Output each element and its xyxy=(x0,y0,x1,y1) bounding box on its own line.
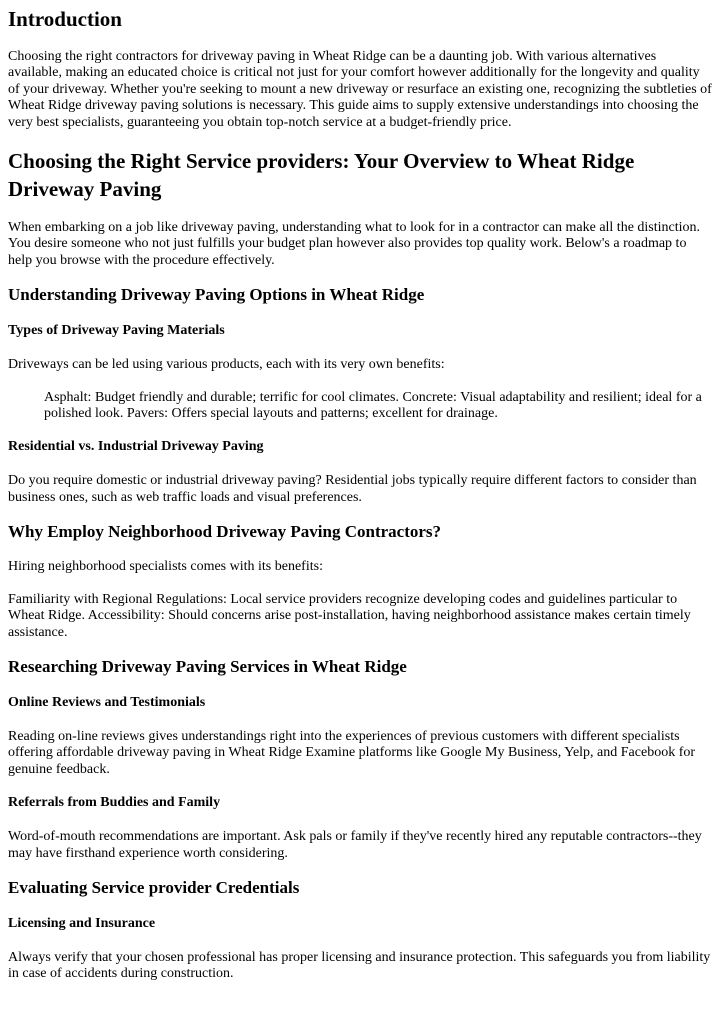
local-paragraph-intro: Hiring neighborhood specialists comes with its benefits: xyxy=(8,559,323,575)
intro-heading: Introduction xyxy=(8,7,122,31)
licensing-paragraph: Always verify that your chosen professional has proper licensing and insurance protection. This safeguards you from liability in case of accidents during construction. xyxy=(8,949,711,982)
referrals-heading: Referrals from Buddies and Family xyxy=(8,795,221,811)
research-heading: Researching Driveway Paving Services in Wheat Ridge xyxy=(8,656,407,676)
article xyxy=(0,7,720,983)
guide-heading: Choosing the Right Service providers: Your Overview to Wheat Ridge Driveway Paving xyxy=(8,149,635,202)
residential-paragraph: Do you require domestic or industrial driveway paving? Residential jobs typically require different factors to consider than business ones, such as web traffic loads and visual preferences. xyxy=(8,473,697,505)
licensing-heading: Licensing and Insurance xyxy=(8,915,156,931)
reviews-paragraph: Reading on-line reviews gives understandings right into the experiences of previous customers with different specialists offering affordable driveway paving in Wheat Ridge Examine platforms like Google My Business, Yelp, and Facebook for genuine feedback. xyxy=(8,728,696,777)
local-heading: Why Employ Neighborhood Driveway Paving Contractors? xyxy=(8,522,442,542)
materials-heading: Types of Driveway Paving Materials xyxy=(8,323,225,339)
reviews-heading: Online Reviews and Testimonials xyxy=(8,694,206,710)
options-heading: Understanding Driveway Paving Options in Wheat Ridge xyxy=(8,285,425,305)
guide-paragraph: When embarking on a job like driveway paving, understanding what to look for in a contractor can make all the distinction. You desire someone who not just fulfills your budget plan however also provides top quality work. Below's a roadmap to help you browse with the procedure effectively. xyxy=(8,220,701,268)
materials-paragraph: Driveways can be led using various products, each with its very own benefits: xyxy=(8,357,445,373)
referrals-paragraph: Word-of-mouth recommendations are important. Ask pals or family if they've recently hired any reputable contractors--they may have firsthand experience worth considering. xyxy=(8,829,702,861)
local-paragraph-benefits: Familiarity with Regional Regulations: Local service providers recognize developing codes and guidelines particular to Wheat Ridge. Accessibility: Should concerns arise post-installation, having neighborhood assistance makes certain timely assistance. xyxy=(8,591,691,640)
credentials-heading: Evaluating Service provider Credentials xyxy=(8,877,300,897)
intro-paragraph: Choosing the right contractors for driveway paving in Wheat Ridge can be a daunting job. With various alternatives available, making an educated choice is critical not just for your comfort however additionally for the longevity and quality of your driveway. Whether you're seeking to mount a new driveway or resurface an existing one, recognizing the subtleties of Wheat Ridge driveway paving solutions is necessary. This guide aims to supply extensive understandings into choosing the very best specialists, guaranteeing you obtain top-notch service at a budget-friendly price. xyxy=(8,49,712,130)
residential-heading: Residential vs. Industrial Driveway Paving xyxy=(8,439,264,455)
materials-list: Asphalt: Budget friendly and durable; terrific for cool climates. Concrete: Visual adaptability and resilient; ideal for a polished look. Pavers: Offers special layouts and patterns; excellent for drainage. xyxy=(44,389,702,422)
